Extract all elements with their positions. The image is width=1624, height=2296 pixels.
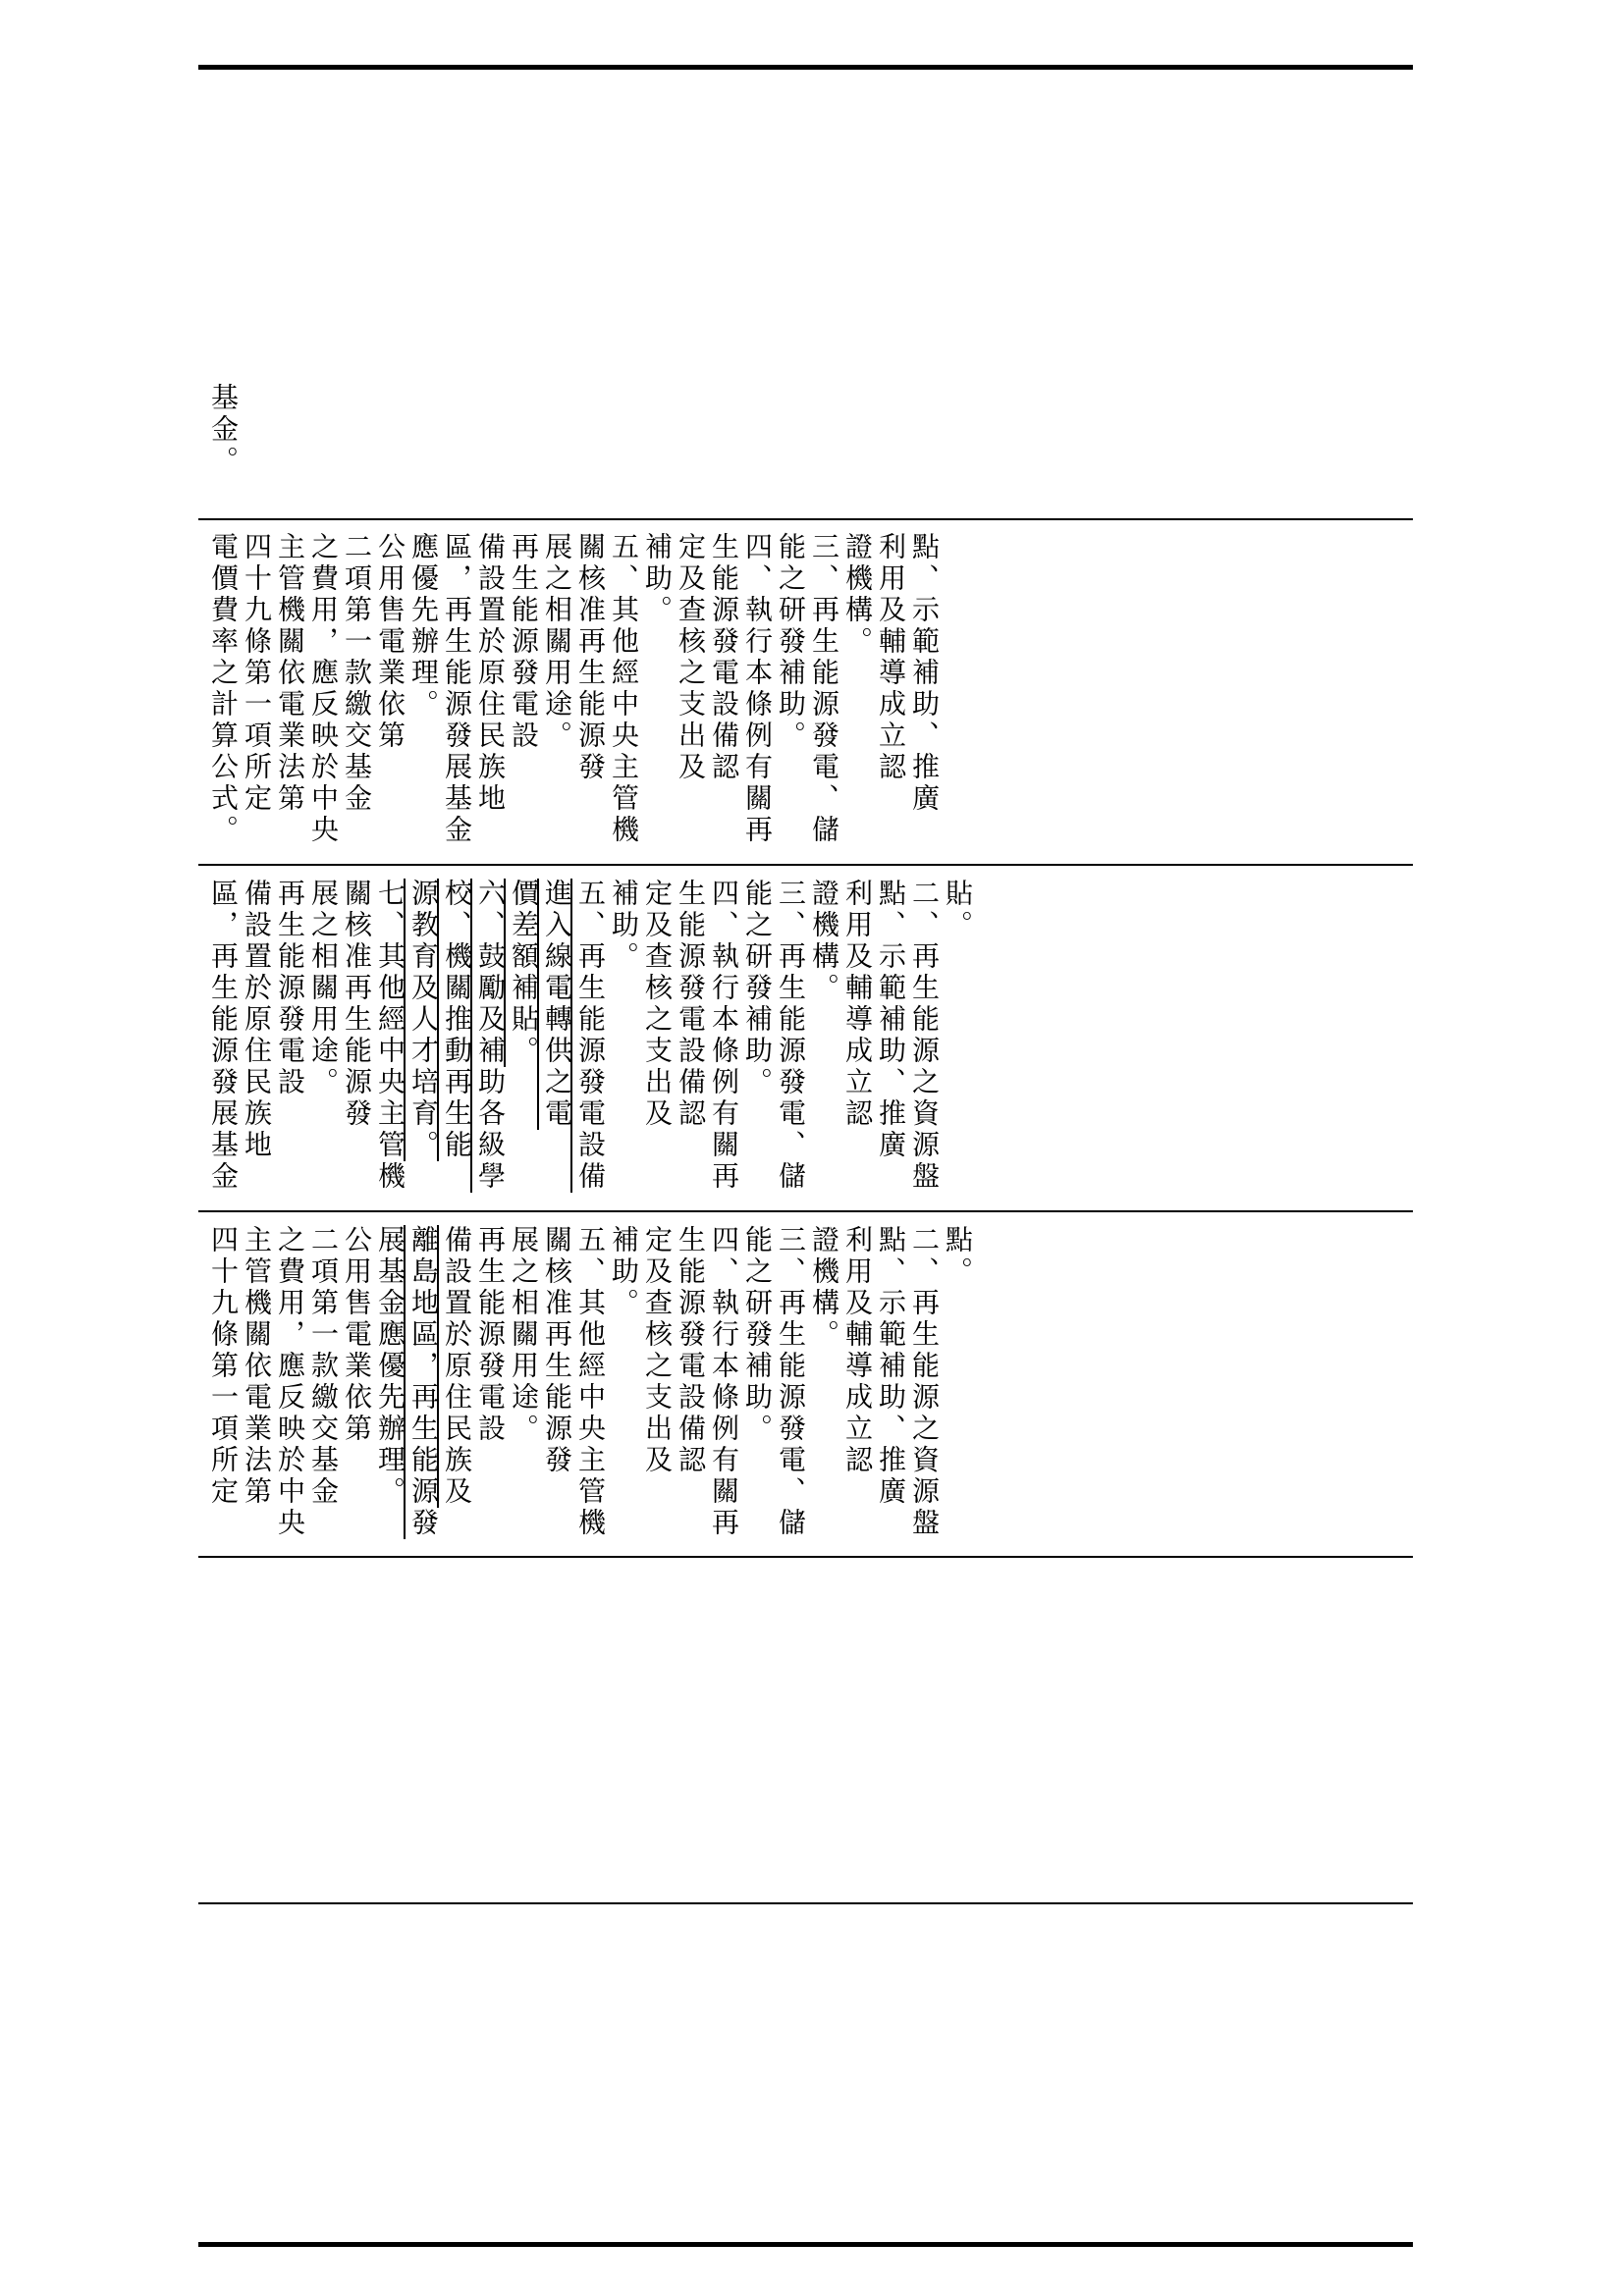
- text-line-amended: 六、鼓勵及補助各級學: [474, 879, 507, 1193]
- text-line: 證機構。: [808, 1225, 840, 1351]
- text-line: 點、示範補助、推廣: [908, 532, 941, 815]
- text-line: 二、再生能源之資源盤: [908, 879, 941, 1193]
- text-line-amended: 價差額補貼。: [508, 879, 540, 1067]
- column-proposed-text: [206, 879, 1414, 1202]
- text-line: 定及查核之支出及: [641, 879, 674, 1130]
- text-line: 證機構。: [808, 879, 840, 1004]
- text-line: 備設置於原住民族地: [241, 879, 273, 1161]
- text-line: 證機構。: [841, 532, 874, 658]
- text-line: 補助。: [641, 532, 674, 626]
- text-line: 能之研發補助。: [741, 879, 774, 1098]
- text-line: 展之相關用途。: [541, 532, 573, 752]
- text-line: 二項第一款繳交基金: [341, 532, 373, 815]
- text-column: [206, 383, 240, 477]
- text-line: 區，再生能源發展基金: [207, 879, 240, 1193]
- column-original-text: [206, 532, 1414, 856]
- text-line: 主管機關依電業法第: [241, 1225, 273, 1508]
- text-line-amended: 備設置於原住民族及: [441, 1225, 473, 1508]
- text-column: [206, 1225, 974, 1539]
- text-line: 生能源發電設備認: [675, 879, 707, 1130]
- text-line: 關核准再生能源發: [541, 1225, 573, 1476]
- text-line: 生能源發電設備認: [675, 1225, 707, 1476]
- row-divider-5: [198, 1902, 1413, 1904]
- text-line: 展基金應優先辦理。: [374, 1225, 406, 1508]
- text-line: 能之研發補助。: [775, 532, 807, 752]
- text-line-amended: 進入線電轉供之電: [541, 879, 573, 1130]
- text-line: 七、其他經中央主管機: [374, 879, 406, 1193]
- text-line: 再生能源發電設: [508, 532, 540, 752]
- text-line: 補助。: [608, 1225, 640, 1319]
- column-remark-text: [206, 383, 1414, 515]
- text-line: 利用及輔導成立認: [875, 532, 907, 783]
- text-line: 區，再生能源發展基金: [441, 532, 473, 846]
- text-line: 二項第一款繳交基金: [307, 1225, 340, 1508]
- text-line: 定及查核之支出及: [675, 532, 707, 783]
- text-line: 四、執行本條例有關再: [741, 532, 774, 846]
- text-line: 點、示範補助、推廣: [875, 1225, 907, 1508]
- text-line: 展之相關用途。: [508, 1225, 540, 1445]
- bottom-border: [198, 2242, 1413, 2247]
- text-line: 能之研發補助。: [741, 1225, 774, 1445]
- text-line: 電價費率之計算公式。: [207, 532, 240, 846]
- text-line: 三、再生能源發電、儲: [808, 532, 840, 846]
- text-line: 生能源發電設備認: [708, 532, 740, 783]
- text-line-amended: 五、再生能源發電設備: [574, 879, 607, 1193]
- text-line: 關核准再生能源發: [574, 532, 607, 783]
- text-line: 二、再生能源之資源盤: [908, 1225, 941, 1539]
- text-line: 點。: [942, 1225, 974, 1288]
- text-line-amended: 源教育及人才培育。: [407, 879, 440, 1161]
- text-line-amended: 離島地區，再生能源發: [407, 1225, 440, 1539]
- row-divider-4: [198, 1556, 1413, 1558]
- top-border: [198, 65, 1413, 70]
- text-line: 公用售電業依第: [341, 1225, 373, 1445]
- text-line: 主管機關依電業法第: [274, 532, 306, 815]
- text-line: 利用及輔導成立認: [841, 1225, 874, 1476]
- row-divider-1: [198, 518, 1413, 520]
- text-line: 再生能源發電設: [274, 879, 306, 1098]
- text-line: 備設置於原住民族地: [474, 532, 507, 815]
- text-line: 再生能源發電設: [474, 1225, 507, 1445]
- text-column: [206, 879, 974, 1193]
- text-line: 關核准再生能源發: [341, 879, 373, 1130]
- text-line: 五、其他經中央主管機: [574, 1225, 607, 1539]
- text-line: 公用售電業依第: [374, 532, 406, 752]
- text-line: 點、示範補助、推廣: [875, 879, 907, 1161]
- text-line: 四、執行本條例有關再: [708, 1225, 740, 1539]
- text-line: 貼。: [942, 879, 974, 941]
- text-line: 四、執行本條例有關再: [708, 879, 740, 1193]
- row-divider-3: [198, 1210, 1413, 1212]
- text-line: 定及查核之支出及: [641, 1225, 674, 1476]
- text-line: 三、再生能源發電、儲: [775, 879, 807, 1193]
- text-line: 之費用，應反映於中央: [274, 1225, 306, 1539]
- row-divider-2: [198, 864, 1413, 866]
- text-line: 四十九條第一項所定: [241, 532, 273, 815]
- text-line: 之費用，應反映於中央: [307, 532, 340, 846]
- text-line: 五、其他經中央主管機: [608, 532, 640, 846]
- text-column: [206, 532, 941, 846]
- text-line-amended: 校、機關推動再生能: [441, 879, 473, 1161]
- text-line: 四十九條第一項所定: [207, 1225, 240, 1508]
- text-line: 三、再生能源發電、儲: [775, 1225, 807, 1539]
- text-line: 應優先辦理。: [407, 532, 440, 721]
- text-line: 利用及輔導成立認: [841, 879, 874, 1130]
- column-current-text: [206, 1225, 1414, 1549]
- text-line: 補助。: [608, 879, 640, 973]
- text-line: 展之相關用途。: [307, 879, 340, 1098]
- text-line: 基金。: [207, 383, 240, 477]
